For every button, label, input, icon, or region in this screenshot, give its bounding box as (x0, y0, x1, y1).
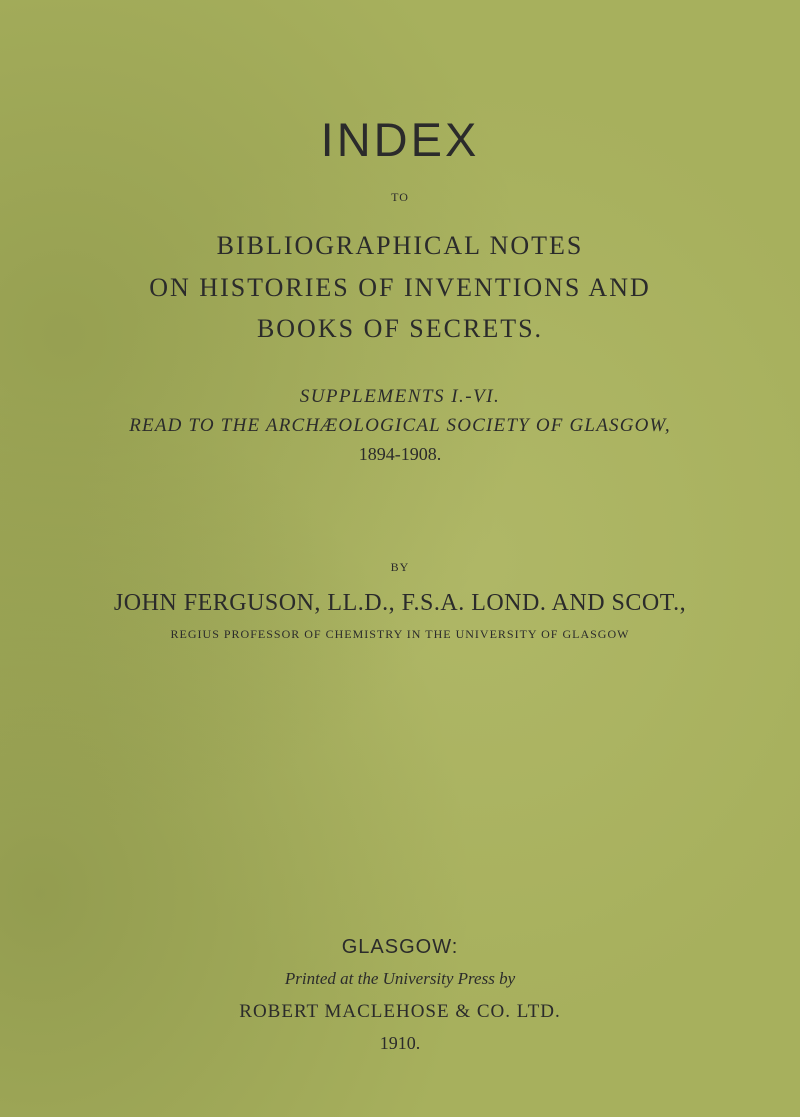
read-to-line: READ TO THE ARCHÆOLOGICAL SOCIETY OF GLASGOW, (129, 415, 671, 436)
author-title: REGIUS PROFESSOR OF CHEMISTRY IN THE UNIVERSITY OF GLASGOW (170, 627, 630, 641)
imprint-year: 1910. (379, 1033, 421, 1053)
subtitle-line-2: ON HISTORIES OF INVENTIONS AND (149, 273, 651, 302)
author-name: JOHN FERGUSON, LL.D., F.S.A. LOND. AND SCOT., (113, 590, 687, 616)
subtitle-line-1: BIBLIOGRAPHICAL NOTES (216, 231, 584, 260)
supplements-line: SUPPLEMENTS I.-VI. (299, 386, 501, 407)
to-label: TO (391, 190, 409, 204)
by-label: BY (390, 560, 410, 574)
page-title: INDEX (320, 113, 480, 166)
subtitle-line-3: BOOKS OF SECRETS. (256, 314, 544, 343)
imprint-publisher: ROBERT MACLEHOSE & CO. LTD. (239, 1001, 561, 1022)
years-line: 1894-1908. (358, 444, 442, 464)
imprint-printed-by: Printed at the University Press by (284, 969, 516, 988)
imprint-city: GLASGOW: (341, 936, 459, 958)
